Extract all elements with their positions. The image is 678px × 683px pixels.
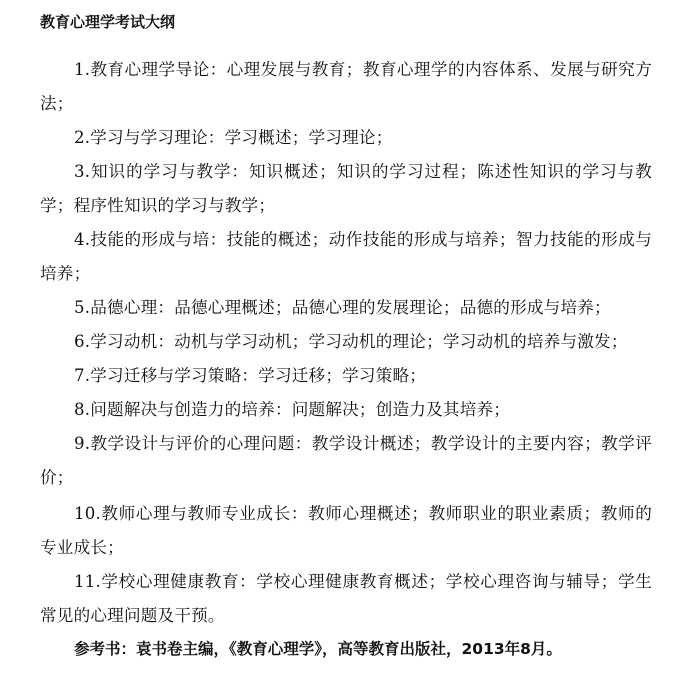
syllabus-item-10: 10.教师心理与教师专业成长：教师心理概述；教师职业的职业素质；教师的专业成长；	[40, 504, 652, 558]
document-title: 教育心理学考试大纲	[40, 13, 176, 31]
syllabus-item-11: 11.学校心理健康教育：学校心理健康教育概述；学校心理咨询与辅导；学生常见的心理问题及干预。	[40, 572, 652, 626]
syllabus-item-6: 6.学习动机：动机与学习动机；学习动机的理论；学习动机的培养与激发；	[74, 332, 628, 351]
syllabus-item-8: 8.问题解决与创造力的培养：问题解决；创造力及其培养；	[74, 400, 511, 419]
syllabus-item-2: 2.学习与学习理论：学习概述；学习理论；	[74, 128, 393, 147]
syllabus-item-9: 9.教学设计与评价的心理问题：教学设计概述；教学设计的主要内容；教学评价；	[40, 434, 652, 488]
syllabus-item-5: 5.品德心理：品德心理概述；品德心理的发展理论；品德的形成与培养；	[74, 298, 611, 317]
syllabus-item-7: 7.学习迁移与学习策略：学习迁移；学习策略；	[74, 366, 427, 385]
syllabus-item-3: 3.知识的学习与教学：知识概述；知识的学习过程；陈述性知识的学习与教学；程序性知识的学习与教学；	[40, 162, 652, 216]
syllabus-item-1: 1.教育心理学导论：心理发展与教育；教育心理学的内容体系、发展与研究方法；	[40, 60, 652, 114]
syllabus-item-4: 4.技能的形成与培：技能的概述；动作技能的形成与培养；智力技能的形成与培养；	[40, 230, 652, 284]
reference-book: 参考书：袁书卷主编，《教育心理学》，高等教育出版社，2013年8月。	[74, 640, 562, 658]
